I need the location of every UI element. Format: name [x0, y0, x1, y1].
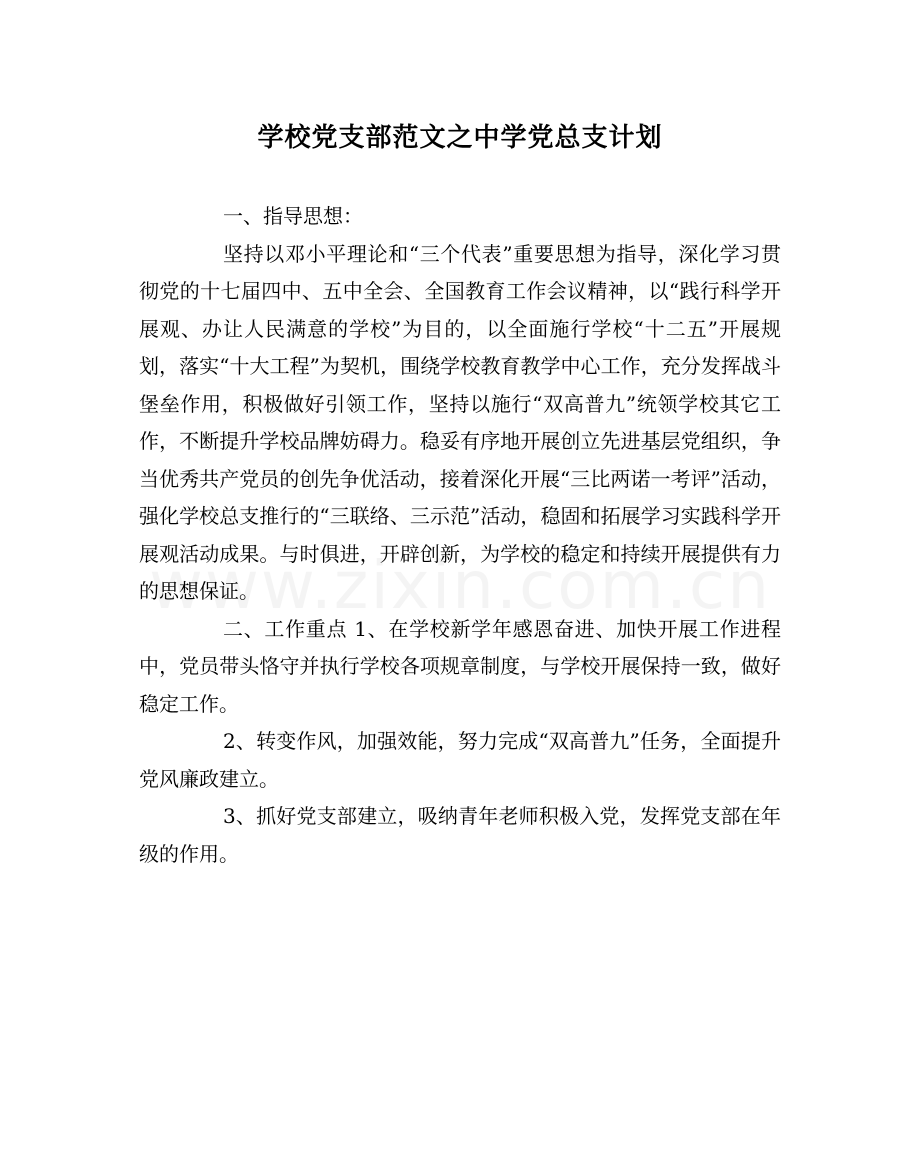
- paragraph-work-focus-2: 2、转变作风，加强效能，努力完成“双高普九”任务，全面提升党风廉政建立。: [139, 729, 781, 791]
- document-body: [139, 198, 781, 873]
- paragraph-work-focus-3: 3、抓好党支部建立，吸纳青年老师积极入党，发挥党支部在年级的作用。: [139, 804, 781, 866]
- paragraph-guiding-heading: 一、指导思想：: [223, 204, 363, 228]
- document-title: 学校党支部范文之中学党总支计划: [257, 123, 663, 153]
- paragraph-guiding-content: 坚持以邓小平理论和“三个代表”重要思想为指导，深化学习贯彻党的十七届四中、五中全会、全国教育工作会议精神，以“践行科学开展观、办让人民满意的学校”为目的，以全面施行学校“十二五”开展规划，落实“十大工程”为契机，围绕学校教育教学中心工作，充分发挥战斗堡垒作用，积极做好引领工作，坚持以施行“双高普九”统领学校其它工作，不断提升学校品牌妨碍力。稳妥有序地开展创立先进基层党组织，争当优秀共产党员的创先争优活动，接着深化开展“三比两诺一考评”活动，强化学校总支推行的“三联络、三示范”活动，稳固和拓展学习实践科学开展观活动成果。与时俱进，开辟创新，为学校的稳定和持续开展提供有力的思想保证。: [139, 241, 781, 603]
- paragraph-work-focus-1: 二、工作重点 1、在学校新学年感恩奋进、加快开展工作进程中，党员带头恪守并执行学校各项规章制度，与学校开展保持一致，做好稳定工作。: [139, 616, 781, 716]
